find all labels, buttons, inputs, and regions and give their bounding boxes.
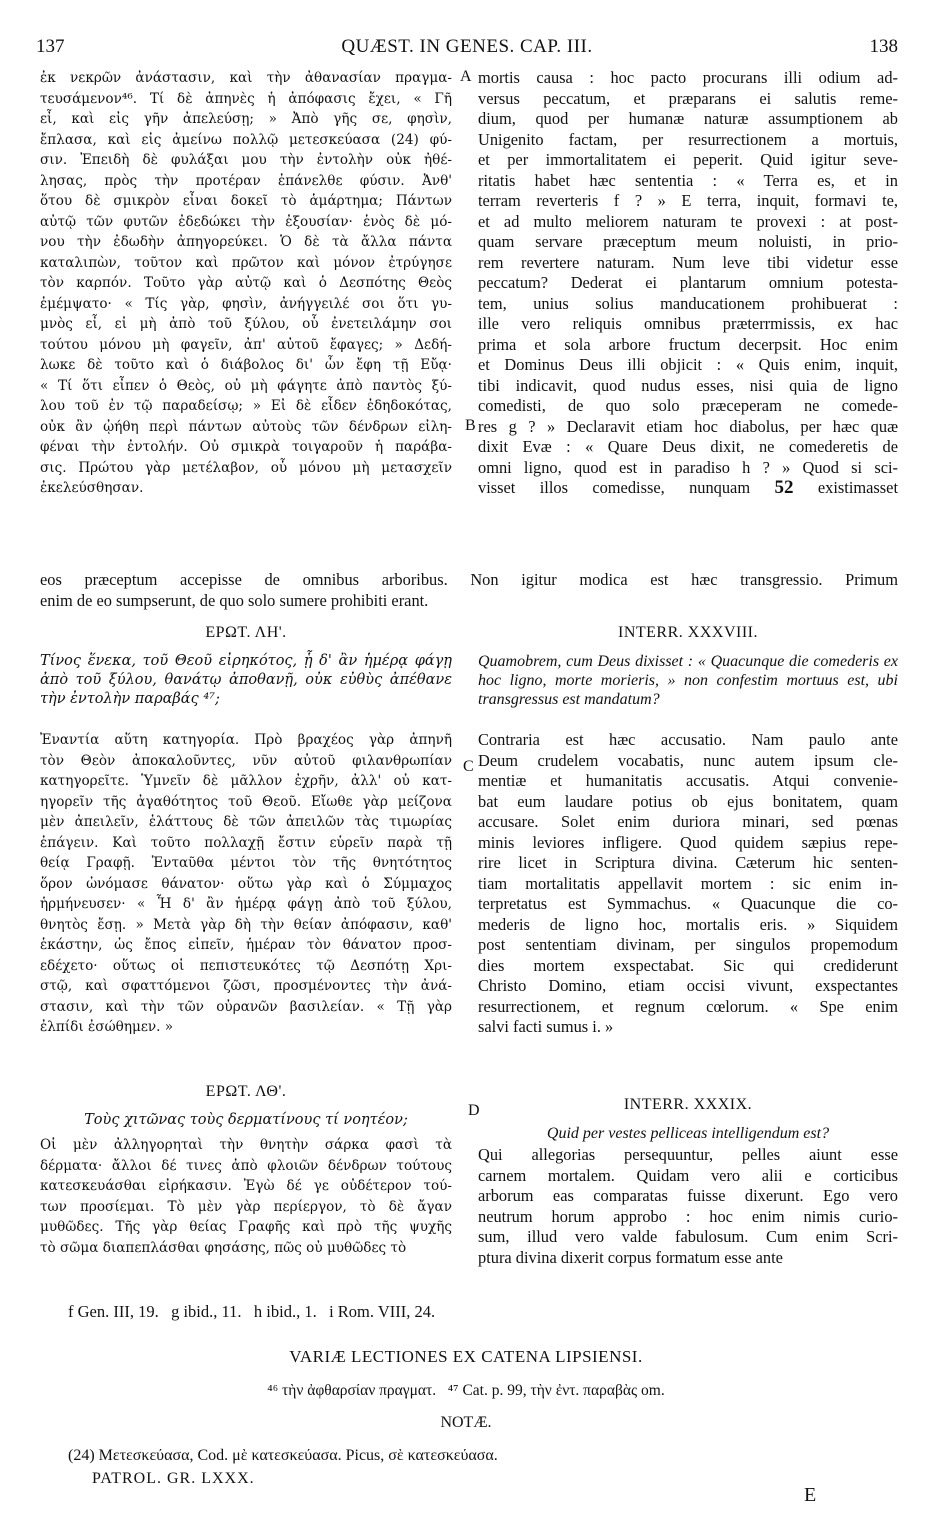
text-line: κατηγορεῖτε. Ὑμνεῖν δὲ μᾶλλον ἐχρῆν, ἀλλ' οὐ κατ-: [40, 773, 452, 789]
full-line: eos præceptum accepisse de omnibus arboribus. Non igitur modica est hæc transgressio. Primum: [40, 570, 898, 589]
text-line: dixit Evæ : « Quare Deus dixit, ne comederetis de: [478, 437, 898, 456]
text-line: Οἱ μὲν ἀλληγορηταὶ τὴν θνητὴν σάρκα φασὶ τὰ: [40, 1137, 452, 1153]
text-line: terram reverteris f ? » E terra, inquit, formavi te,: [478, 191, 898, 210]
variae-line: ⁴⁶ τὴν ἀφθαρσίαν πραγματ. ⁴⁷ Cat. p. 99, τὴν ἐντ. παραβὰς om.: [267, 1382, 665, 1399]
text-line: post sententiam divinam, per singulos propemodum: [478, 935, 898, 954]
text-line: dium, quod per humanæ naturæ assumptionem ab: [478, 109, 898, 128]
text-line: versus peccatum, et præparans ei salutis reme-: [478, 88, 898, 108]
text-line: φέναι τὴν ἐντολήν. Οὐ σμικρὰ τοιγαροῦν ἡ παράβα-: [40, 439, 452, 455]
text-line: εἶ, καὶ εἰς γῆν ἀπελεύσῃ; » Ἀπὸ γῆς σε, φησὶν,: [40, 111, 452, 127]
text-line: ἐμέμψατο· « Τίς γὰρ, φησὶν, ἀνήγγειλέ σοι ὅτι γυ-: [40, 295, 452, 312]
text-line: ἐκελεύσθησαν.: [40, 480, 144, 496]
text-line: των προσίεμαι. Τὸ μὲν γὰρ περίεργον, τὸ δὲ ἄγαν: [40, 1198, 452, 1215]
text-line: salvi facti sumus i. »: [478, 1017, 614, 1036]
margin-letter-a: A: [460, 68, 472, 85]
margin-letter-c: C: [463, 758, 474, 775]
latin-heading-39: INTERR. XXXIX.: [623, 1096, 753, 1113]
margin-letter-b: B: [465, 417, 476, 434]
text-line: ptura divina dixerit corpus formatum esse ante: [478, 1247, 783, 1267]
text-line: μυθῶδες. Τῆς γὰρ θείας Γραφῆς καὶ πρὸ τῆς ψυχῆς: [40, 1219, 452, 1235]
text-line: tibi indicavit, quod nudus esses, nisi quia de ligno: [478, 375, 898, 395]
text-line: resurrectionem, et regnum cœlorum. « Spe enim: [478, 996, 898, 1016]
greek-body-39: [40, 1135, 452, 1258]
text-line: prima et sola arbore fructum decerpsit. Hoc enim: [478, 334, 898, 354]
text-line: ille vero reliquis omnibus præterrmissis, ex hac: [478, 314, 898, 333]
text-line: θνητὸς ἔσῃ. » Μετὰ γὰρ δὴ τὴν θείαν ἀπόφασιν, καθ': [40, 916, 452, 933]
text-line: εδέχετο· οὕτως οἱ πεπιστευκότες τῷ Δεσπότῃ Χρι-: [40, 957, 452, 974]
text-line: Ἐναντία αὕτη κατηγορία. Πρὸ βραχέος γὰρ ἀπηνῆ: [40, 732, 452, 748]
text-line: ἐκ νεκρῶν ἀνάστασιν, καὶ τὴν ἀθανασίαν πραγμα-: [40, 70, 452, 86]
text-line: [478, 478, 898, 499]
signature-mark: E: [804, 1484, 817, 1506]
text-line: λωκε δὲ τοῦτο καὶ ὁ διάβολος δι' ὧν ἔφη τῇ Εὔᾳ·: [40, 357, 452, 373]
text-line: peccatum? Dederat ei plantarum omnium potesta-: [478, 273, 898, 292]
text-line: στασιν, καὶ τὴν τῶν οὐρανῶν βασιλείαν. « Τῇ γὰρ: [40, 998, 452, 1015]
text-line: οὐκ ἂν ᾠήθη περὶ πάντων αὐτοὺς τῶν δένδρων εἰλη-: [40, 418, 452, 435]
text-line: στῷ, καὶ σφαττόμενοι ζῶσι, προσμένοντες τὴν ἀνά-: [40, 978, 452, 994]
text-line: ἐπάγειν. Καὶ τοῦτο πολλαχῇ ἔστιν εὑρεῖν παρὰ τῇ: [40, 834, 452, 851]
text-line: et per immortalitatem ei peperit. Quid igitur seve-: [478, 150, 898, 169]
text-line: rire licet in Scriptura divina. Cæterum hic senten-: [478, 853, 898, 872]
text-line: sum, illud vero valde fabulosum. Cum enim Scri-: [478, 1227, 898, 1246]
running-title: QUÆST. IN GENES. CAP. III.: [341, 36, 593, 57]
notae-heading: NOTÆ.: [440, 1414, 492, 1431]
text-line: τὸ σῶμα διαπεπλάσθαι φησάσης, πῶς οὐ μυθῶδες τὸ: [40, 1239, 407, 1256]
text-line: carnem mortalem. Quidam vero alii e corticibus: [478, 1165, 898, 1185]
greek-heading-39: ΕΡΩΤ. ΛΘ'.: [205, 1083, 287, 1100]
text-line: μνὸς εἶ, εἰ μὴ ἀπὸ τοῦ ξύλου, οὗ ἐνετειλάμην σοι: [40, 316, 452, 332]
text-line: bat eum laudare potius ob ejus bonitatem, quam: [478, 791, 898, 811]
latin-body-38: [478, 730, 898, 1038]
greek-column-top: [40, 68, 452, 499]
page-header: [36, 36, 898, 62]
text-line: ἡρμήνευσεν· « Ἧ δ' ἂν ἡμέρᾳ φάγῃ ἀπὸ τοῦ ξύλου,: [40, 896, 452, 912]
text-line: mortis causa : hoc pacto procurans illi odium ad-: [478, 68, 898, 87]
text-line: mentiæ et humanitatis accusatis. Atqui convenie-: [478, 771, 898, 790]
text-line: res g ? » Declaravit etiam hoc diabolus, per hæc quæ: [478, 416, 898, 436]
text-line: ἐλπίδι ἐσώθημεν. »: [40, 1019, 174, 1035]
text-line: καταλιπὼν, τοῦτον καὶ πρῶτον καὶ μόνον ἐτρύγησε: [40, 254, 452, 271]
text-line: ἑκάστην, ὡς ἔπος εἰπεῖν, ἡμέραν τὸν θάνατον προσ-: [40, 937, 452, 953]
greek-heading-38: ΕΡΩΤ. ΛΗ'.: [205, 624, 287, 641]
note-24: (24) Μετεσκεύασα, Cod. μὲ κατεσκεύασα. Picus, σὲ κατεσκεύασα.: [68, 1447, 498, 1464]
latin-heading-38: INTERR. XXXVIII.: [618, 624, 758, 641]
full-line: enim de eo sumpserunt, de quo solo sumere prohibiti erant.: [40, 590, 429, 610]
text-line: rem revertere naturam. Num leve tibi videtur esse: [478, 252, 898, 272]
text-line: σιν. Ἐπειδὴ δὲ φυλάξαι μου τὴν ἐντολὴν οὐκ ἠθέ-: [40, 152, 452, 168]
text-line: κατεσκευάσθαι εἰρήκασιν. Ἐγὼ δέ γε οὐδέτερον τού-: [40, 1178, 452, 1194]
greek-question-39: Τοὺς χιτῶνας τοὺς δερματίνους τί νοητέον;: [84, 1112, 408, 1128]
page-number-right: 138: [869, 36, 898, 57]
text-line: quam servare præceptum meum noluisti, in prio-: [478, 232, 898, 251]
text-line: Deum crudelem vocabatis, nunc autem ipsum cle-: [478, 750, 898, 770]
text-fragment: existimasset: [817, 478, 898, 497]
text-line: ὅτου δὲ σμικρὸν εἶναι δοκεῖ τὸ ἁμάρτημα; Πάντων: [40, 193, 452, 209]
text-line: ἔπλασα, καὶ εἰς ἀμείνω πολλῷ μετεσκεύασα (24) φύ-: [40, 131, 452, 148]
patrol-label: PATROL. GR. LXXX.: [92, 1470, 255, 1487]
text-line: τούτου μόνου μὴ φαγεῖν, ἀπ' αὐτοῦ ἔφαγες; » Δεδή-: [40, 336, 452, 353]
text-line: ηγορεῖν τῆς ἀγαθότητος τοῦ Θεοῦ. Εἴωθε γὰρ μείζονα: [40, 793, 452, 810]
text-line: Unigenito factam, per resurrectionem a mortuis,: [478, 129, 898, 149]
text-line: tem, unius solius manducationem prohibuerat :: [478, 293, 898, 313]
margin-letter-d: D: [468, 1102, 480, 1119]
text-line: τευσάμενον⁴⁶. Τί δὲ ἀπηνὲς ἡ ἀπόφασις ἔχει, « Γῆ: [40, 90, 452, 107]
text-line: Contraria est hæc accusatio. Nam paulo ante: [478, 730, 898, 749]
text-line: tiam mortalitatis appellavit mortem : sic enim in-: [478, 873, 898, 893]
text-line: comedisti, de quo solo præceperam ne comede-: [478, 396, 898, 415]
text-line: Christo Domino, etiam occisi vivunt, exspectantes: [478, 976, 898, 995]
text-line: λησας, πρὸς τὴν προτέραν ἐπάνελθε φύσιν. Ἀνθ': [40, 172, 452, 189]
text-line: et ad multo meliorem naturam te provexi : at post-: [478, 211, 898, 231]
text-line: τὸν καρπόν. Τοῦτο γὰρ αὐτῷ καὶ ὁ Δεσπότης Θεὸς: [40, 275, 452, 291]
text-line: νου τὴν ἐδωδὴν ἀπηγορεύκει. Ὁ δὲ τὰ ἄλλα πάντα: [40, 234, 452, 250]
latin-question-38: Quamobrem, cum Deus dixisset : « Quacunque die comederis ex hoc ligno, morte morieris, » non confestim mortuus est, ubi transgressus est mandatum?: [478, 653, 898, 708]
text-line: ritatis habet hæc sententia : « Terra es, et in: [478, 170, 898, 190]
text-line: θείᾳ Γραφῇ. Ἐνταῦθα μέντοι τὸν τῆς θνητότητος: [40, 855, 452, 871]
page-number-left: 137: [36, 36, 65, 57]
text-line: terpretatus est Symmachus. « Quacunque die co-: [478, 894, 898, 913]
edition-page-number: 52: [774, 478, 794, 498]
text-line: accusare. Solet enim duriora minari, sed pœnas: [478, 812, 898, 831]
text-line: neutrum horum approbo : hoc enim nimis curio-: [478, 1206, 898, 1226]
text-line: σις. Πρώτου γὰρ μετέλαβον, οὗ μόνου μὴ μετασχεῖν: [40, 459, 452, 476]
text-line: τὸν Θεὸν ἀποκαλοῦντες, νῦν αὐτοῦ φιλανθρωπίαν: [40, 752, 452, 769]
latin-column-top: [478, 68, 898, 499]
footnotes: f Gen. III, 19. g ibid., 11. h ibid., 1. i Rom. VIII, 24.: [68, 1302, 436, 1321]
text-line: λου τοῦ ἐν τῷ παραδείσῳ; » Εἰ δὲ εἶδεν ἐδηδοκότας,: [40, 398, 452, 414]
text-line: dies mortem exspectabat. Sic qui crediderunt: [478, 955, 898, 975]
text-line: ὅρον ὠνόμασε θάνατον· οὕτω γὰρ καὶ ὁ Σύμμαχος: [40, 875, 452, 892]
text-line: et Dominus Deus illi objicit : « Quis enim, inquit,: [478, 355, 898, 374]
text-line: minis leviores infligere. Quod quidem sæpius repe-: [478, 832, 898, 852]
full-width-text: [40, 570, 898, 611]
text-line: Qui allegorias persequuntur, pelles aiunt esse: [478, 1145, 898, 1164]
variae-heading: VARIÆ LECTIONES EX CATENA LIPSIENSI.: [289, 1347, 643, 1366]
greek-body-38: [40, 730, 452, 1038]
greek-question-38: Τίνος ἕνεκα, τοῦ Θεοῦ εἰρηκότος, ᾗ δ' ἂν ἡμέρᾳ φάγῃ ἀπὸ τοῦ ξύλου, θανάτῳ ἀποθανῇ, οὐκ εὐθὺς ἀπέθανε τὴν ἐντολὴν παραβάς ⁴⁷;: [40, 653, 452, 707]
latin-body-39: [478, 1145, 898, 1268]
text-line: arborum eas comparatas fuisse dixerunt. Ego vero: [478, 1186, 898, 1205]
text-line: « Τί ὅτι εἶπεν ὁ Θεὸς, οὐ μὴ φάγητε ἀπὸ παντὸς ξύ-: [40, 377, 452, 394]
text-line: μὲν ἀπειλεῖν, ἐλάττους δὲ τῶν ἀπειλῶν τὰς τιμωρίας: [40, 814, 452, 830]
text-fragment: visset illos comedisse, nunquam: [478, 478, 751, 497]
text-line: omni ligno, quod est in paradiso h ? » Quod si sci-: [478, 457, 898, 477]
text-line: δέρματα· ἄλλοι δέ τινες ἀπὸ φλοιῶν δένδρων τούτους: [40, 1157, 452, 1174]
latin-question-39: Quid per vestes pelliceas intelligendum est?: [546, 1125, 830, 1142]
text-line: mederis de ligno hoc, mortalis eris. » Siquidem: [478, 914, 898, 934]
text-line: αὐτῷ τῶν φυτῶν ἐδεδώκει τὴν ἐξουσίαν· ἑνὸς δὲ μό-: [40, 213, 452, 230]
